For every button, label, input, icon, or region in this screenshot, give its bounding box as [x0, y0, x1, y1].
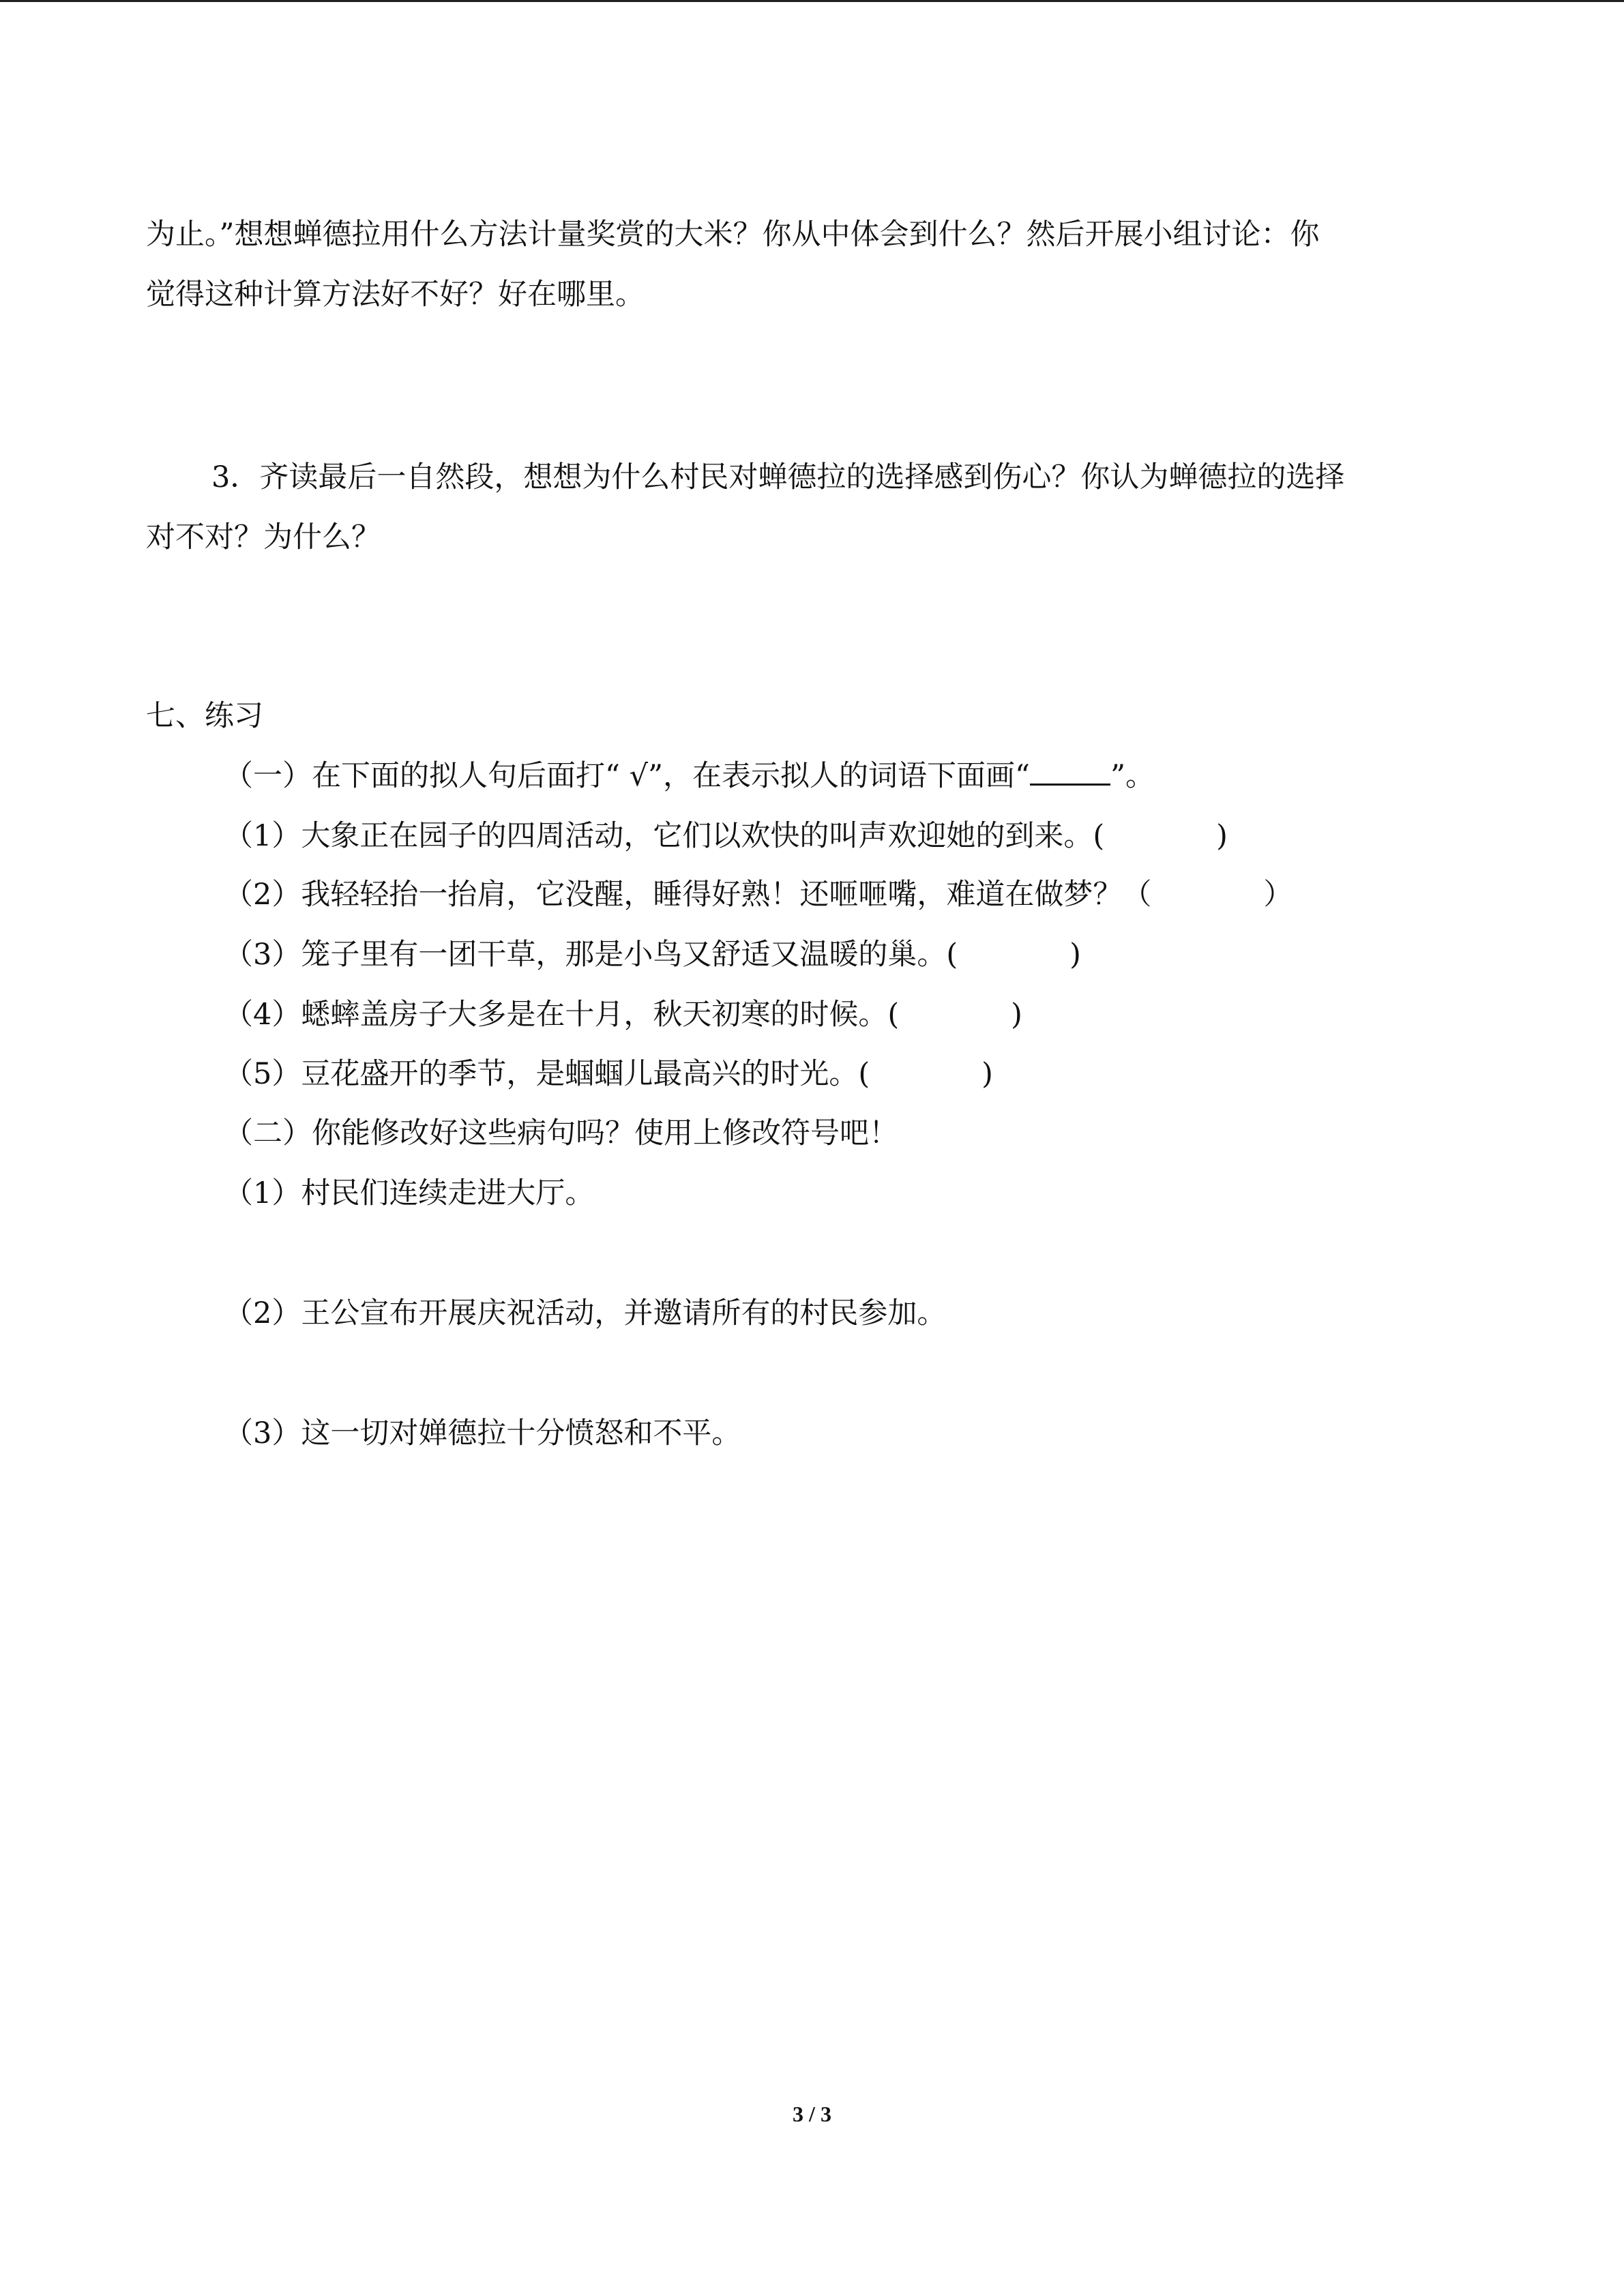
exercise-item: （3）这一切对婵德拉十分愤怒和不平。 [224, 1416, 741, 1450]
prompt-text: （一）在下面的拟人句后面打“ √”，在表示拟人的词语下面画“ [224, 759, 1031, 793]
section-heading: 七、练习 [146, 699, 263, 733]
prompt-text-end: ”。 [1110, 759, 1155, 793]
exercise-item: （2）我轻轻抬一抬肩，它没醒，睡得好熟！还咂咂嘴，难道在做梦？（ ） [224, 878, 1293, 912]
exercise-item: （5）豆花盛开的季节，是蝈蝈儿最高兴的时光。( ) [224, 1057, 993, 1091]
exercise-item: （2）王公宣布开展庆祝活动，并邀请所有的村民参加。 [224, 1296, 947, 1330]
paragraph-line: 觉得这种计算方法好不好？好在哪里。 [146, 278, 645, 312]
top-border [0, 0, 1624, 2]
exercise-item: （3）笼子里有一团干草，那是小鸟又舒适又温暖的巢。( ) [224, 938, 1081, 972]
paragraph-line: 为止。”想想蝉德拉用什么方法计量奖赏的大米？你从中体会到什么？然后开展小组讨论：你 [146, 218, 1320, 252]
paragraph-line: 3．齐读最后一自然段，想想为什么村民对蝉德拉的选择感到伤心？你认为蝉德拉的选择 [211, 460, 1345, 494]
exercise-prompt [224, 757, 1155, 795]
underline-blank [1030, 758, 1110, 786]
paragraph-line: 对不对？为什么？ [146, 520, 381, 554]
page-number: 3 / 3 [793, 2102, 831, 2126]
exercise-item: （1）村民们连续走进大厅。 [224, 1176, 595, 1210]
exercise-item: （4）蟋蟀盖房子大多是在十月，秋天初寒的时候。( ) [224, 998, 1022, 1032]
exercise-item: （1）大象正在园子的四周活动，它们以欢快的叫声欢迎她的到来。( ) [224, 819, 1228, 853]
exercise-prompt: （二）你能修改好这些病句吗？使用上修改符号吧！ [224, 1116, 898, 1150]
